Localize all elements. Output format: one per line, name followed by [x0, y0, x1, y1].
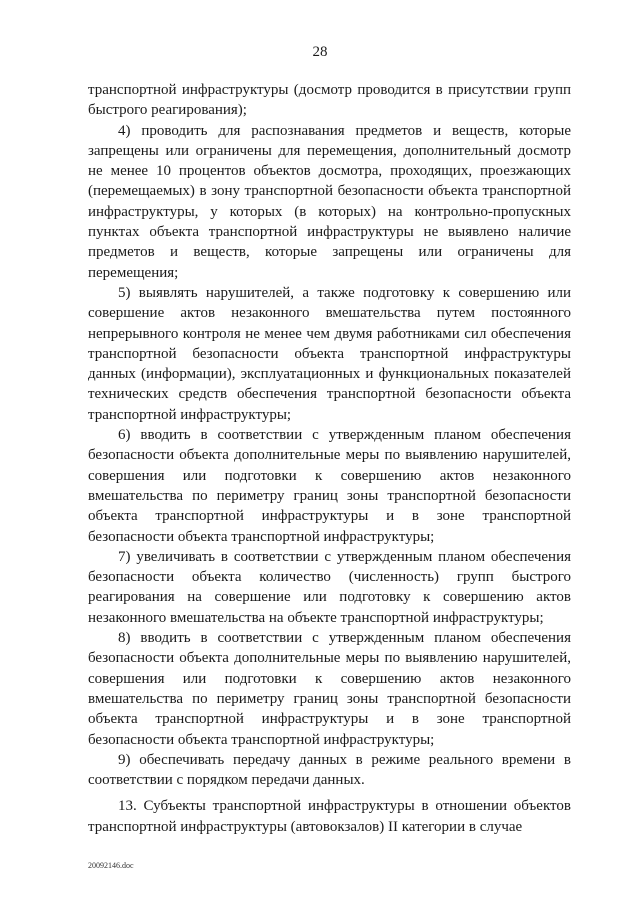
footer-filename: 20092146.doc — [88, 861, 134, 870]
page-number: 28 — [312, 44, 328, 60]
paragraph-section-13: 13. Субъекты транспортной инфраструктуры в отношении объектов транспортной инфраструктуры (автовокзалов) II категории в случае — [88, 798, 571, 835]
paragraph-continuation: транспортной инфраструктуры (досмотр проводится в присутствии групп быстрого реагирования); — [88, 82, 571, 119]
document-body — [88, 80, 571, 837]
paragraph-item-7: 7) увеличивать в соответствии с утвержденным планом обеспечения безопасности объекта количество (численность) групп быстрого реагирования на совершение или подготовку к совершению актов незаконного вмешательства на объекте транспортной инфраструктуры; — [88, 548, 571, 626]
paragraph-item-8: 8) вводить в соответствии с утвержденным планом обеспечения безопасности объекта дополнительные меры по выявлению нарушителей, совершения или подготовки к совершению актов незаконного вмешательства по периметру границ зоны транспортной безопасности объекта транспортной инфраструктуры и в зоне транспортной безопасности объекта транспортной инфраструктуры; — [88, 630, 571, 748]
paragraph-item-9: 9) обеспечивать передачу данных в режиме реального времени в соответствии с порядком передачи данных. — [88, 751, 571, 789]
paragraph-item-6: 6) вводить в соответствии с утвержденным планом обеспечения безопасности объекта дополнительные меры по выявлению нарушителей, совершения или подготовки к совершению актов незаконного вмешательства по периметру границ зоны транспортной безопасности объекта транспортной инфраструктуры и в зоне транспортной безопасности объекта транспортной инфраструктуры; — [88, 427, 571, 545]
paragraph-item-4: 4) проводить для распознавания предметов и веществ, которые запрещены или ограничены для перемещения, дополнительный досмотр не менее 10 процентов объектов досмотра, проходящих, проезжающих (перемещаемых) в зону транспортной безопасности объекта транспортной инфраструктуры, у которых (в которых) на контрольно-пропускных пунктах объекта транспортной инфраструктуры не выявлено наличие предметов и веществ, которые запрещены или ограничены для перемещения; — [88, 122, 571, 281]
paragraph-item-5: 5) выявлять нарушителей, а также подготовку к совершению или совершение актов незаконного вмешательства путем постоянного непрерывного контроля не менее чем двумя работниками сил обеспечения транспортной безопасности объекта транспортной инфраструктуры данных (информации), эксплуатационных и функциональных показателей технических средств обеспечения транспортной безопасности объекта транспортной инфраструктуры; — [88, 284, 571, 423]
